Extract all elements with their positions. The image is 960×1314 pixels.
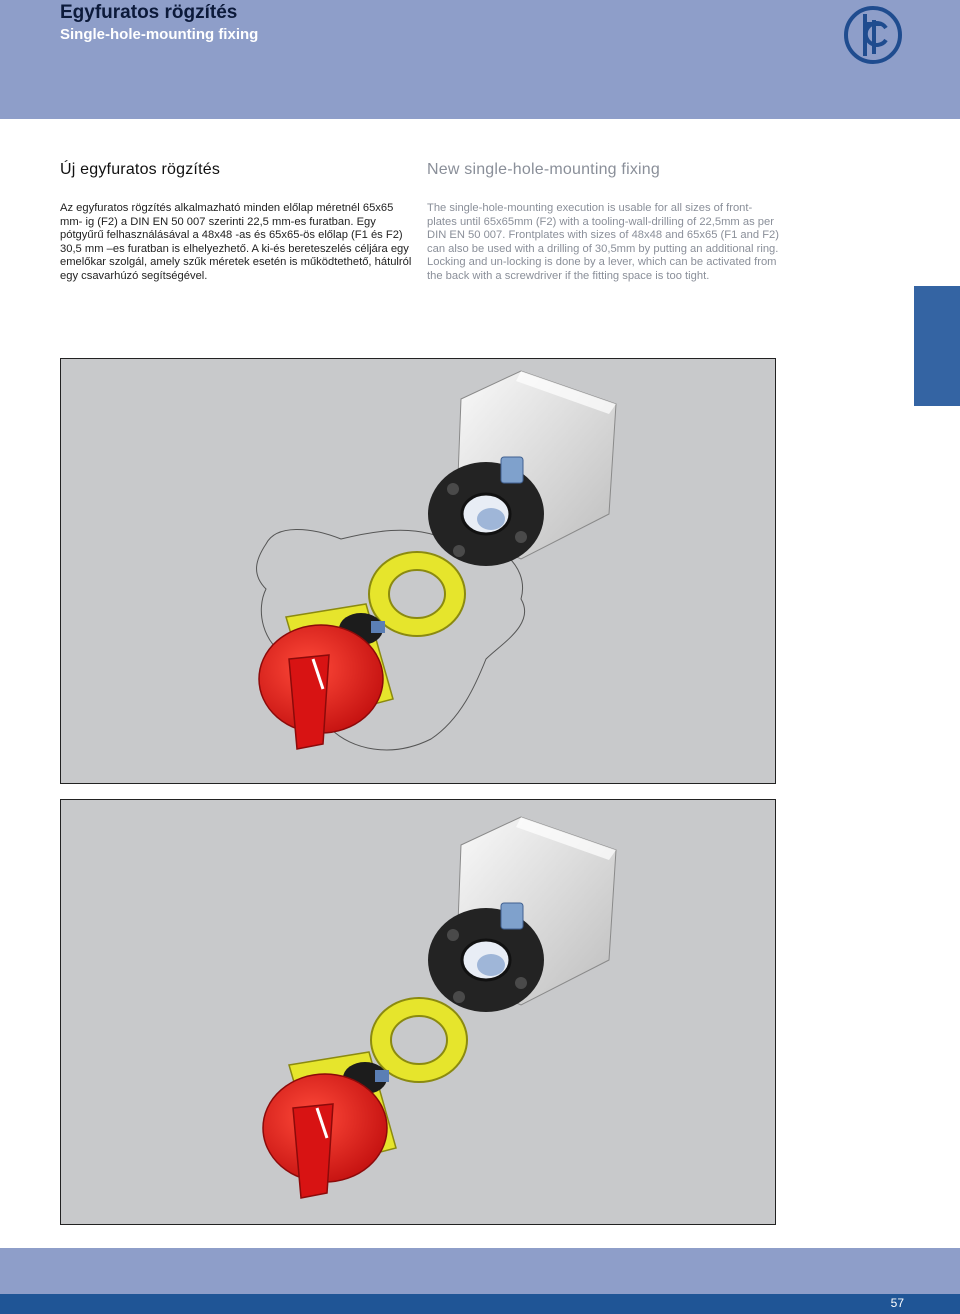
english-text <box>427 202 781 284</box>
page-number: 57 <box>890 1296 904 1310</box>
company-logo-icon <box>842 4 904 66</box>
footer-band <box>0 1248 960 1294</box>
exploded-switch-assembly-icon <box>61 800 775 1224</box>
page-title: Egyfuratos rögzítés <box>60 2 238 23</box>
exploded-switch-with-wall-outline-icon <box>61 359 775 783</box>
side-tab <box>914 286 960 406</box>
english-paragraph-2: Locking and un-locking is done by a lever, which can be activated from the back with a screwdriver if the fitting space is too tight. <box>427 256 777 282</box>
hungarian-heading: Új egyfuratos rögzítés <box>60 161 221 178</box>
figure-exploded-assembly <box>60 799 776 1225</box>
english-heading: New single-hole-mounting fixing <box>427 161 660 178</box>
figure-exploded-with-outline <box>60 358 776 784</box>
hungarian-paragraph: Az egyfuratos rögzítés alkalmazható minden előlap méretnél 65x65 mm- ig (F2) a DIN EN 50 007 szerinti 22,5 mm-es furatban. Egy pótgyűrű felhasználásával a 48x48 -as és 65x65-ös előlap (F1 és F2) 30,5 mm –es furatban is elhelyezhető. A ki-és bereteszelés céljára egy emelőkar szolgál, amely szűk méretek esetén is működtethető, hátulról egy csavarhúzó segítségével. <box>60 202 412 282</box>
page-subtitle: Single-hole-mounting fixing <box>60 26 259 43</box>
header-band <box>0 0 960 119</box>
footer-bar <box>0 1294 960 1314</box>
english-paragraph-1: The single-hole-mounting execution is usable for all sizes of front-plates until 65x65mm (F2) with a tooling-wall-drilling of 22,5mm as per DIN EN 50 007. Frontplates with sizes of 48x48 and 65x65 (F1 and F2) can also be used with a drilling of 30,5mm by putting an additional ring. <box>427 202 779 255</box>
